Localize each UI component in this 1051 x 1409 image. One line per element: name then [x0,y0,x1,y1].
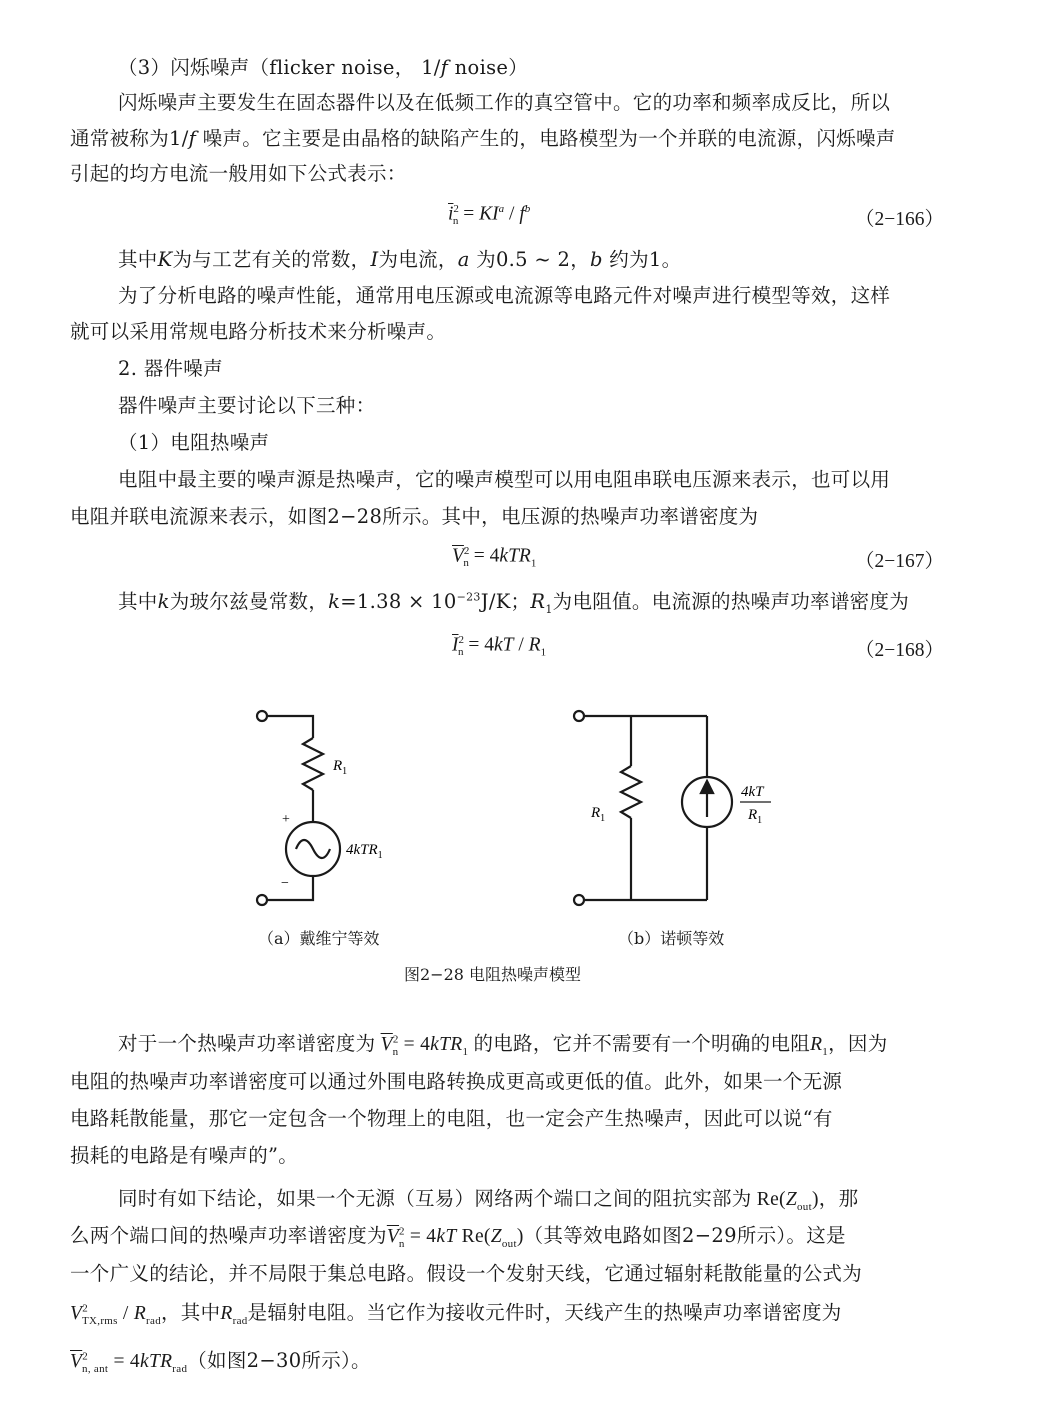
paragraph-line: 为了分析电路的噪声性能，通常用电压源或电流源等电路元件对噪声进行模型等效，这样 [118,284,891,307]
paragraph-line: 器件噪声主要讨论以下三种： [118,394,376,417]
paragraph-line: $V^2_{TX,rms} / R_{rad}$，其中$R_{rad}$是辐射电阻。当它作为接收元件时，天线产生的热噪声功率谱密度为 [70,1301,842,1327]
section-heading-device-noise: 2. 器件噪声 [118,357,223,380]
paragraph-line: 就可以采用常规电路分析技术来分析噪声。 [70,320,447,343]
paragraph-line: 电阻中最主要的噪声源是热噪声，它的噪声模型可以用电阻串联电压源来表示，也可以用 [118,468,891,491]
subsection-heading-thermal: （1）电阻热噪声 [118,431,270,454]
label-source-current-den: $R_1$ [748,807,763,826]
label-source-current-num: 4kT [741,784,764,800]
label-r1: $R_1$ [333,758,348,777]
paragraph-line: 电阻的热噪声功率谱密度可以通过外围电路转换成更高或更低的值。此外，如果一个无源 [70,1070,843,1093]
label-source-voltage: 4kTR$_1$ [346,842,383,861]
paragraph-line: 损耗的电路是有噪声的”。 [70,1144,299,1167]
paragraph-line: 引起的均方电流一般用如下公式表示： [70,162,407,185]
equation-number: （2−167） [855,551,944,572]
label-minus: − [281,876,289,891]
equation-2-166: $\overline{i}^2_n = KI^a / f^b$ [448,203,531,228]
caption-norton: （b）诺顿等效 [618,929,725,948]
paragraph-line: 电路耗散能量，那它一定包含一个物理上的电阻，也一定会产生热噪声，因此可以说“有 [70,1107,833,1130]
caption-thevenin: （a）戴维宁等效 [258,929,380,948]
equation-number: （2−168） [855,640,944,661]
thevenin-circuit [257,711,340,905]
paragraph-line: 电阻并联电流源来表示，如图2−28所示。其中，电压源的热噪声功率谱密度为 [70,505,759,528]
equation-number: （2−166） [855,209,944,230]
figure-circuit-diagram [0,690,1051,990]
figure-title: 图2−28 电阻热噪声模型 [404,965,582,984]
resistor-icon [621,766,641,818]
paragraph-line: 闪烁噪声主要发生在固态器件以及在低频工作的真空管中。它的功率和频率成反比，所以 [118,91,891,114]
paragraph-line: 通常被称为1/f 噪声。它主要是由晶格的缺陷产生的，电路模型为一个并联的电流源，闪烁噪声 [70,127,896,150]
paragraph-line: 同时有如下结论，如果一个无源（互易）网络两个端口之间的阻抗实部为 $Re(Z_{out})$，那 [118,1187,859,1213]
label-plus: + [282,812,290,827]
paragraph-line: 么两个端口间的热噪声功率谱密度为$\overline{V}^2_n = 4kT$ $Re(Z_{out})$（其等效电路如图2−29所示）。这是 [70,1224,846,1250]
equation-2-168: $\overline{I}^2_n = 4kT / R_1$ [452,634,547,659]
paragraph-line: 对于一个热噪声功率谱密度为 $\overline{V}^2_n = 4kTR_1$ 的电路，它并不需要有一个明确的电阻$R_1$，因为 [118,1032,888,1058]
paragraph-line: 一个广义的结论，并不局限于集总电路。假设一个发射天线，它通过辐射耗散能量的公式为 [70,1262,863,1285]
paragraph-line: 其中K为与工艺有关的常数，I为电流，a 为0.5 ~ 2，b 约为1。 [118,248,682,271]
arrow-up-icon [701,781,713,793]
paragraph-line: 其中k为玻尔兹曼常数，$k=1.38 \times 10^{-23}J/K$；$R_1$为电阻值。电流源的热噪声功率谱密度为 [118,590,910,616]
equation-2-167: $\overline{V}^2_n = 4kTR_1$ [452,545,537,570]
paragraph-line: $\overline{V}^2_{n, ant} = 4kTR_{rad}$（如图2−30所示）。 [70,1349,371,1375]
label-r1: $R_1$ [591,805,606,824]
section-heading-flicker: （3）闪烁噪声（flicker noise， 1/f noise） [118,56,529,79]
resistor-icon [303,738,323,790]
